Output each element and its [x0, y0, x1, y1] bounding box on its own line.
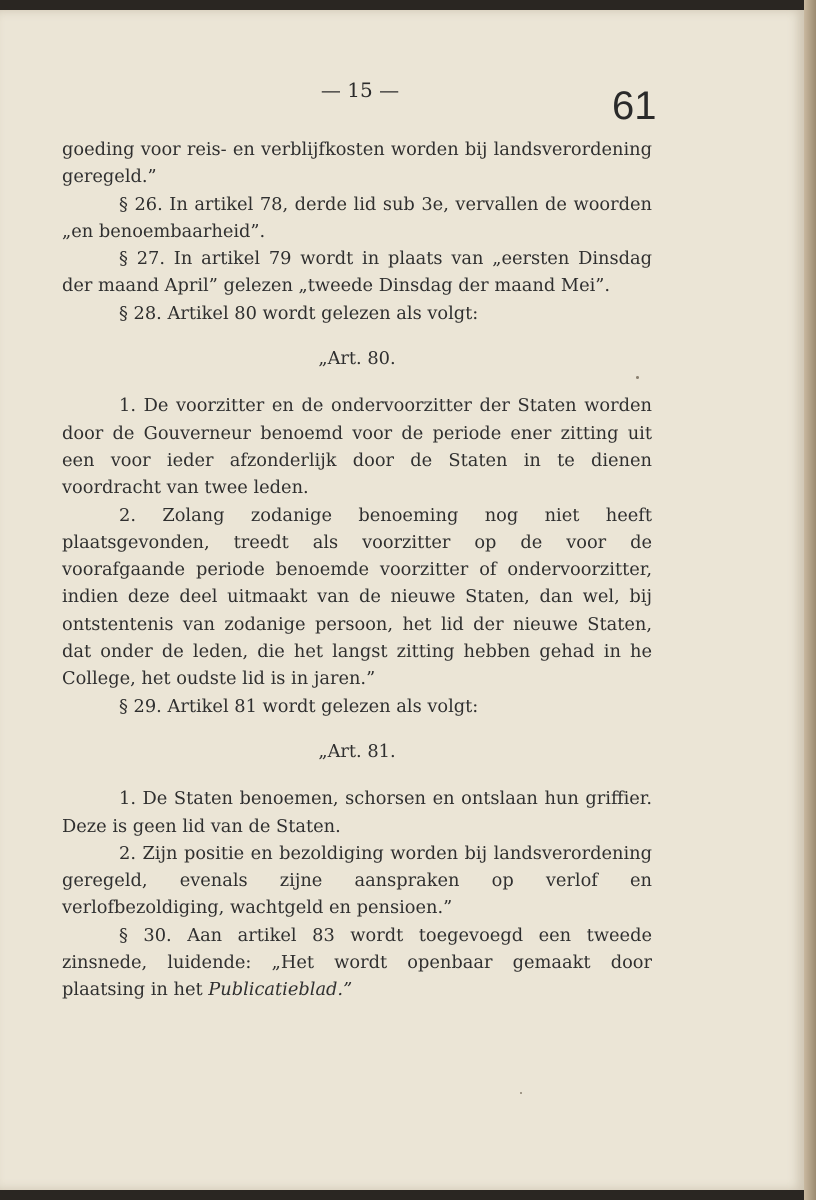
article-80-item-1: 1. De voorzitter en de ondervoorzitter der Staten worden door de Gouverneur benoemd voor de periode ener zitting uit een voor ieder afzonderlijk door de Staten in te dienen voordracht van twee leden.	[62, 395, 652, 499]
paragraph-section-29: § 29. Artikel 81 wordt gelezen als volgt:	[119, 695, 479, 717]
page-number-header: — 15 —	[320, 78, 400, 102]
paragraph-section-28: § 28. Artikel 80 wordt gelezen als volgt:	[119, 302, 479, 324]
document-page	[0, 10, 804, 1190]
ink-speck	[520, 1092, 522, 1094]
paragraph: goeding voor reis- en verblijfkosten worden bij landsverordening geregeld.”	[62, 139, 652, 188]
article-heading-80: „Art. 80.	[318, 348, 396, 370]
article-80-item-2: 2. Zolang zodanige benoeming nog niet heeft plaatsgevonden, treedt als voorzitter op de voor de voorafgaande periode benoemde voorzitter of ondervoorzitter, indien deze deel uitmaakt van de nieuwe Staten, dan wel, bij ontstentenis van zodanige persoon, het lid der nieuwe Staten, dat onder de leden, die het langst zitting hebben gehad in he College, het oudste lid is in jaren.”	[62, 504, 652, 690]
section-30-text: § 30. Aan artikel 83 wordt toegevoegd een tweede zinsnede, luidende: „Het wordt openbaar gemaakt door plaatsing in het	[62, 924, 652, 1001]
folio-number: 61	[612, 84, 657, 128]
article-81-item-1: 1. De Staten benoemen, schorsen en ontslaan hun griffier. Deze is geen lid van de Staten.	[62, 788, 652, 837]
paragraph-section-27: § 27. In artikel 79 wordt in plaats van „eersten Dinsdag der maand April” gelezen „tweede Dinsdag der maand Mei”.	[62, 248, 652, 297]
paragraph-section-26: § 26. In artikel 78, derde lid sub 3e, vervallen de woorden „en benoembaarheid”.	[62, 193, 652, 242]
article-heading-81: „Art. 81.	[318, 740, 396, 762]
publication-title: Publicatieblad.”	[208, 979, 353, 1001]
page-edge	[804, 0, 816, 1200]
article-81-item-2: 2. Zijn positie en bezoldiging worden bij landsverordening geregeld, evenals zijne aanspraken op verlof en verlofbezoldiging, wachtgeld en pensioen.”	[62, 842, 652, 919]
paragraph-section-30	[62, 922, 652, 1004]
ink-speck	[636, 376, 639, 379]
body-text	[62, 136, 652, 1004]
